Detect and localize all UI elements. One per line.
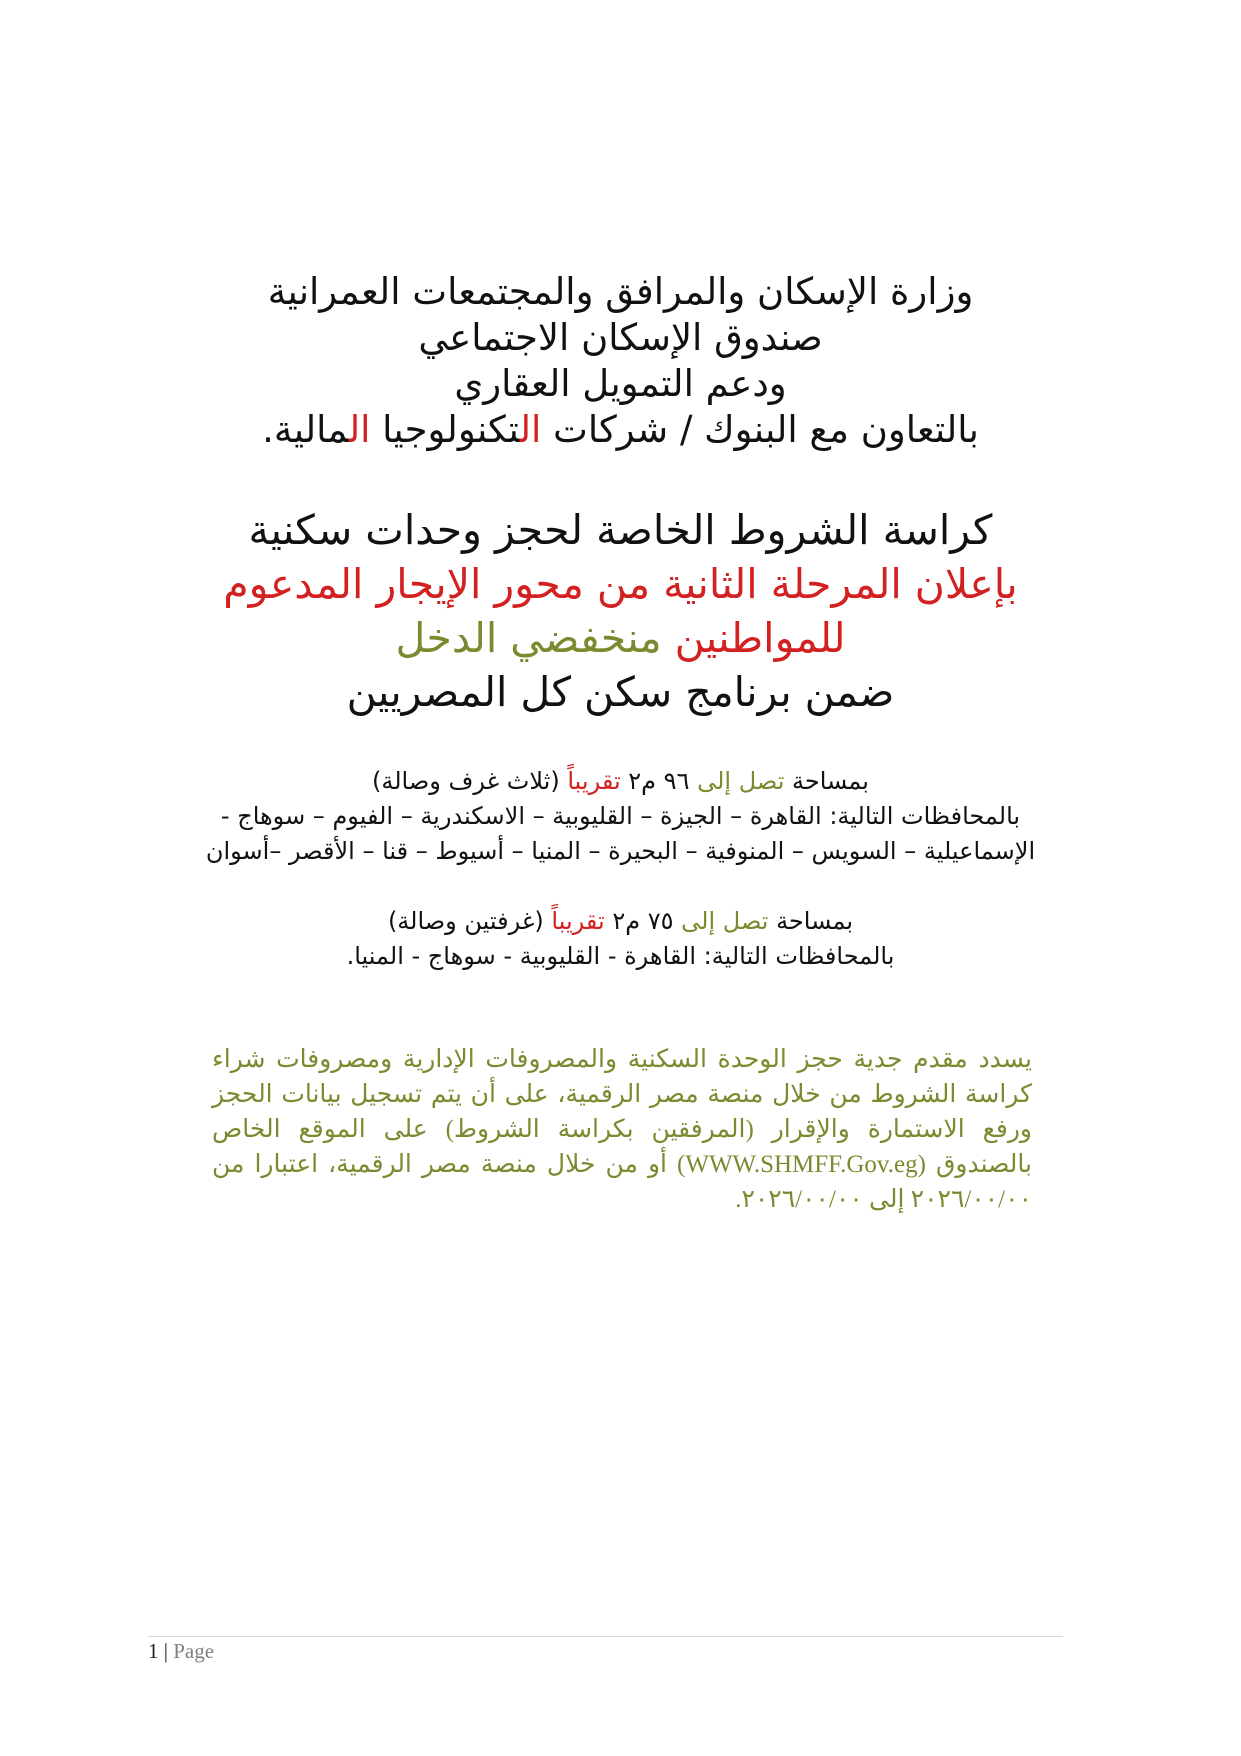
unit-75-governorates: بالمحافظات التالية: القاهرة - القليوبية - سوهاج - المنيا. (346, 942, 895, 970)
area-prefix: بمساحة (768, 907, 854, 935)
area-value: ٧٥ م٢ (604, 907, 682, 935)
unit-96-governorates-2: الإسماعيلية – السويس – المنوفية – البحيرة – المنيا – أسيوط – قنا – الأقصر –أسوان (205, 837, 1036, 865)
unit-96-area (0, 767, 1241, 795)
approx-word: تقريباً (551, 907, 605, 935)
unit-96-governorates-1: بالمحافظات التالية: القاهرة – الجيزة – القليوبية – الاسكندرية – الفيوم – سوهاج - (220, 802, 1021, 830)
finance-support: ودعم التمويل العقاري (454, 362, 787, 405)
page-label: Page (173, 1639, 215, 1663)
cooperation-tech: تكنولوجيا (370, 408, 520, 451)
phase-announcement: بإعلان المرحلة الثانية من محور الإيجار المدعوم (223, 560, 1018, 608)
target-citizens (0, 614, 1241, 662)
reach-up-to: تصل إلى (681, 907, 769, 935)
unit-75-area (0, 907, 1241, 935)
cooperation-line (0, 408, 1241, 451)
rooms-desc: (غرفتين وصالة) (387, 907, 552, 935)
payment-notice: يسدد مقدم جدية حجز الوحدة السكنية والمصروفات الإدارية ومصروفات شراء كراسة الشروط من خلال منصة مصر الرقمية، على أن يتم تسجيل بيانات الحجز ورفع الاستمارة والإقرار (المرفقين بكراسة الشروط) على الموقع الخاص بالصندوق (WWW.SHMFF.Gov.eg) أو من خلال منصة مصر الرقمية، اعتبارا من ٢٠٢٦/٠٠/٠٠ إلى ٢٠٢٦/٠٠/٠٠. (212, 1046, 1032, 1213)
highlight-al-1: ال (519, 408, 542, 451)
reach-up-to: تصل إلى (697, 767, 785, 795)
footer-divider (148, 1636, 1063, 1637)
approx-word: تقريباً (567, 767, 621, 795)
low-income-words: منخفضي الدخل (395, 614, 675, 662)
citizens-word: للمواطنين (674, 614, 846, 662)
booklet-title: كراسة الشروط الخاصة لحجز وحدات سكنية (248, 506, 993, 554)
ministry-name: وزارة الإسكان والمرافق والمجتمعات العمرانية (267, 270, 974, 313)
highlight-al-2: ال (348, 408, 371, 451)
area-value: ٩٦ م٢ (620, 767, 698, 795)
page-number: 1 (148, 1639, 159, 1663)
rooms-desc: (ثلاث غرف وصالة) (372, 767, 568, 795)
cooperation-text: بالتعاون مع البنوك / شركات (541, 408, 979, 451)
program-name: ضمن برنامج سكن كل المصريين (346, 668, 895, 716)
area-prefix: بمساحة (784, 767, 869, 795)
cooperation-fin: مالية. (262, 408, 349, 451)
footer-separator: | (158, 1639, 174, 1663)
fund-name: صندوق الإسكان الاجتماعي (418, 316, 823, 359)
page-footer (148, 1639, 214, 1664)
